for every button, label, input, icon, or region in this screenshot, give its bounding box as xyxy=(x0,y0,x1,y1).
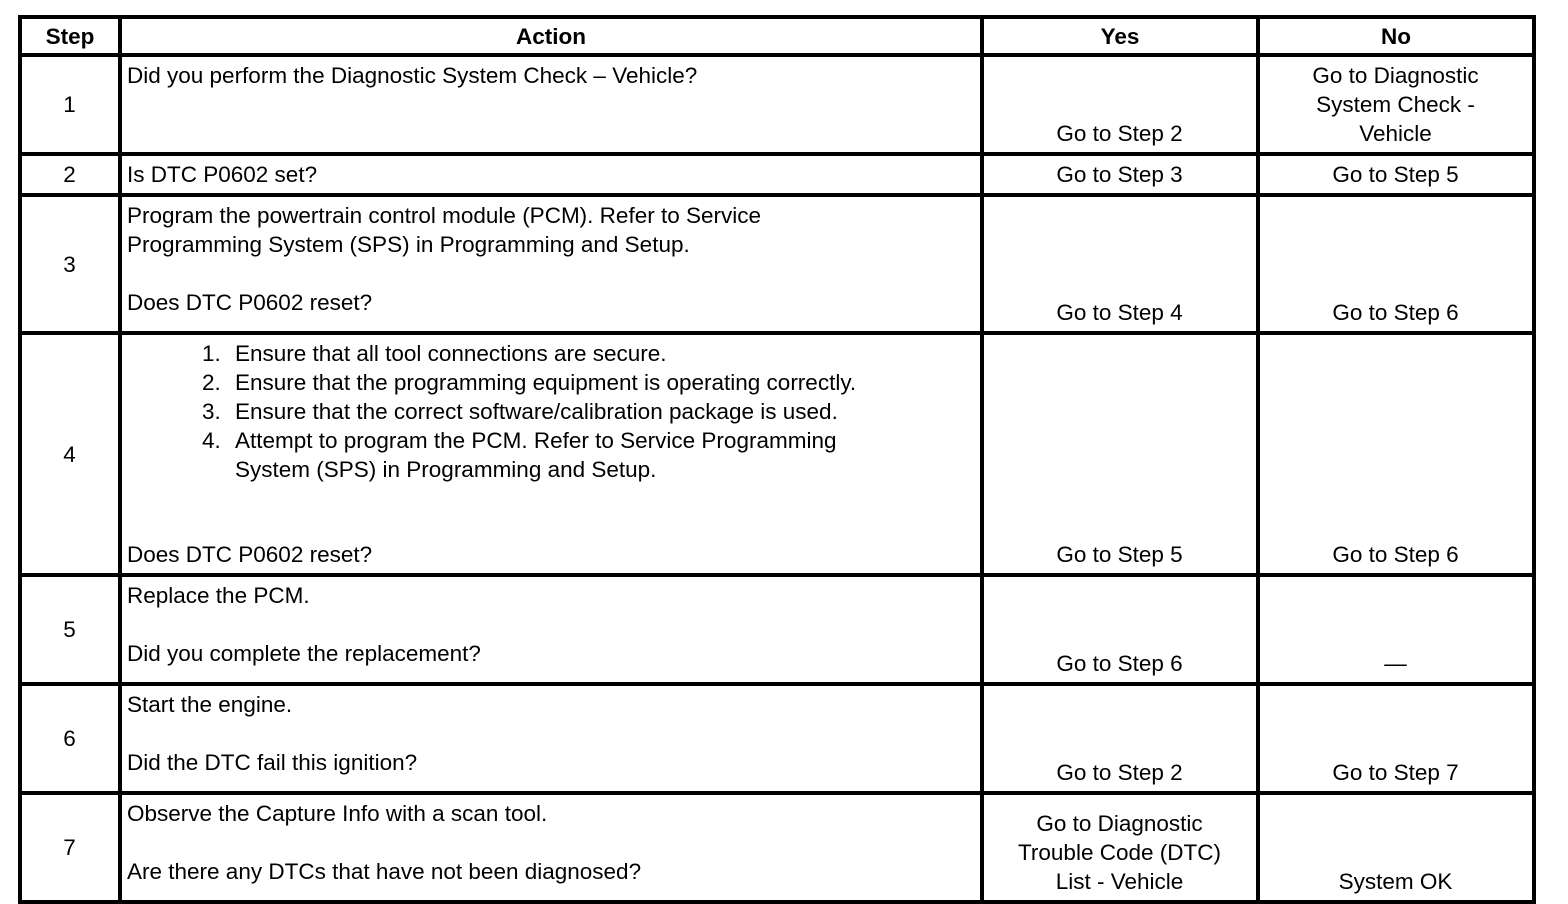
table-row xyxy=(20,575,1534,684)
action-cell xyxy=(120,195,982,333)
step-number: 2 xyxy=(20,154,120,195)
procedure-list xyxy=(127,339,974,484)
table-row xyxy=(20,55,1534,154)
no-cell: Go to Step 6 xyxy=(1258,333,1534,575)
question-text: Are there any DTCs that have not been diagnosed? xyxy=(127,859,642,884)
list-item: 3. Ensure that the correct software/calibration package is used. xyxy=(227,397,974,426)
no-cell: Go to Step 7 xyxy=(1258,684,1534,793)
action-text: Start the engine. xyxy=(127,692,293,717)
header-action: Action xyxy=(120,17,982,55)
table-row xyxy=(20,793,1534,902)
list-item: 1. Ensure that all tool connections are secure. xyxy=(227,339,974,368)
header-row xyxy=(20,17,1534,55)
yes-cell: Go to Step 4 xyxy=(982,195,1258,333)
no-cell: Go to Step 6 xyxy=(1258,195,1534,333)
question-text: Does DTC P0602 reset? xyxy=(127,542,373,567)
action-text: Observe the Capture Info with a scan tool. xyxy=(127,801,548,826)
step-number: 1 xyxy=(20,55,120,154)
no-cell: Go to Step 5 xyxy=(1258,154,1534,195)
action-cell xyxy=(120,575,982,684)
no-cell: System OK xyxy=(1258,793,1534,902)
step-number: 3 xyxy=(20,195,120,333)
question-text: Did you complete the replacement? xyxy=(127,641,481,666)
yes-cell: Go to Step 2 xyxy=(982,55,1258,154)
diagnostic-table xyxy=(18,15,1536,904)
header-yes: Yes xyxy=(982,17,1258,55)
yes-cell: Go to Step 2 xyxy=(982,684,1258,793)
action-text: Program the powertrain control module (PCM). Refer to Service Programming System (SPS) in Programming and Setup. xyxy=(127,203,761,257)
list-item: 2. Ensure that the programming equipment is operating correctly. xyxy=(227,368,974,397)
action-text: Did you perform the Diagnostic System Check – Vehicle? xyxy=(127,63,698,88)
step-number: 7 xyxy=(20,793,120,902)
yes-cell: Go to Step 6 xyxy=(982,575,1258,684)
action-cell xyxy=(120,154,982,195)
yes-cell: Go to Step 3 xyxy=(982,154,1258,195)
action-cell xyxy=(120,793,982,902)
action-cell xyxy=(120,333,982,575)
list-item: 4. Attempt to program the PCM. Refer to Service Programming System (SPS) in Programming and Setup. xyxy=(227,426,974,484)
table-row xyxy=(20,195,1534,333)
step-number: 4 xyxy=(20,333,120,575)
step-number: 5 xyxy=(20,575,120,684)
table-row xyxy=(20,154,1534,195)
yes-cell: Go to Step 5 xyxy=(982,333,1258,575)
question-text: Does DTC P0602 reset? xyxy=(127,290,373,315)
action-cell xyxy=(120,684,982,793)
header-step: Step xyxy=(20,17,120,55)
no-cell: Go to Diagnostic System Check - Vehicle xyxy=(1258,55,1534,154)
question-text: Did the DTC fail this ignition? xyxy=(127,750,418,775)
step-number: 6 xyxy=(20,684,120,793)
table-row xyxy=(20,684,1534,793)
table-row xyxy=(20,333,1534,575)
action-text: Replace the PCM. xyxy=(127,583,310,608)
action-cell xyxy=(120,55,982,154)
no-cell: — xyxy=(1258,575,1534,684)
action-text: Is DTC P0602 set? xyxy=(127,162,318,187)
yes-cell: Go to Diagnostic Trouble Code (DTC) List - Vehicle xyxy=(982,793,1258,902)
header-no: No xyxy=(1258,17,1534,55)
